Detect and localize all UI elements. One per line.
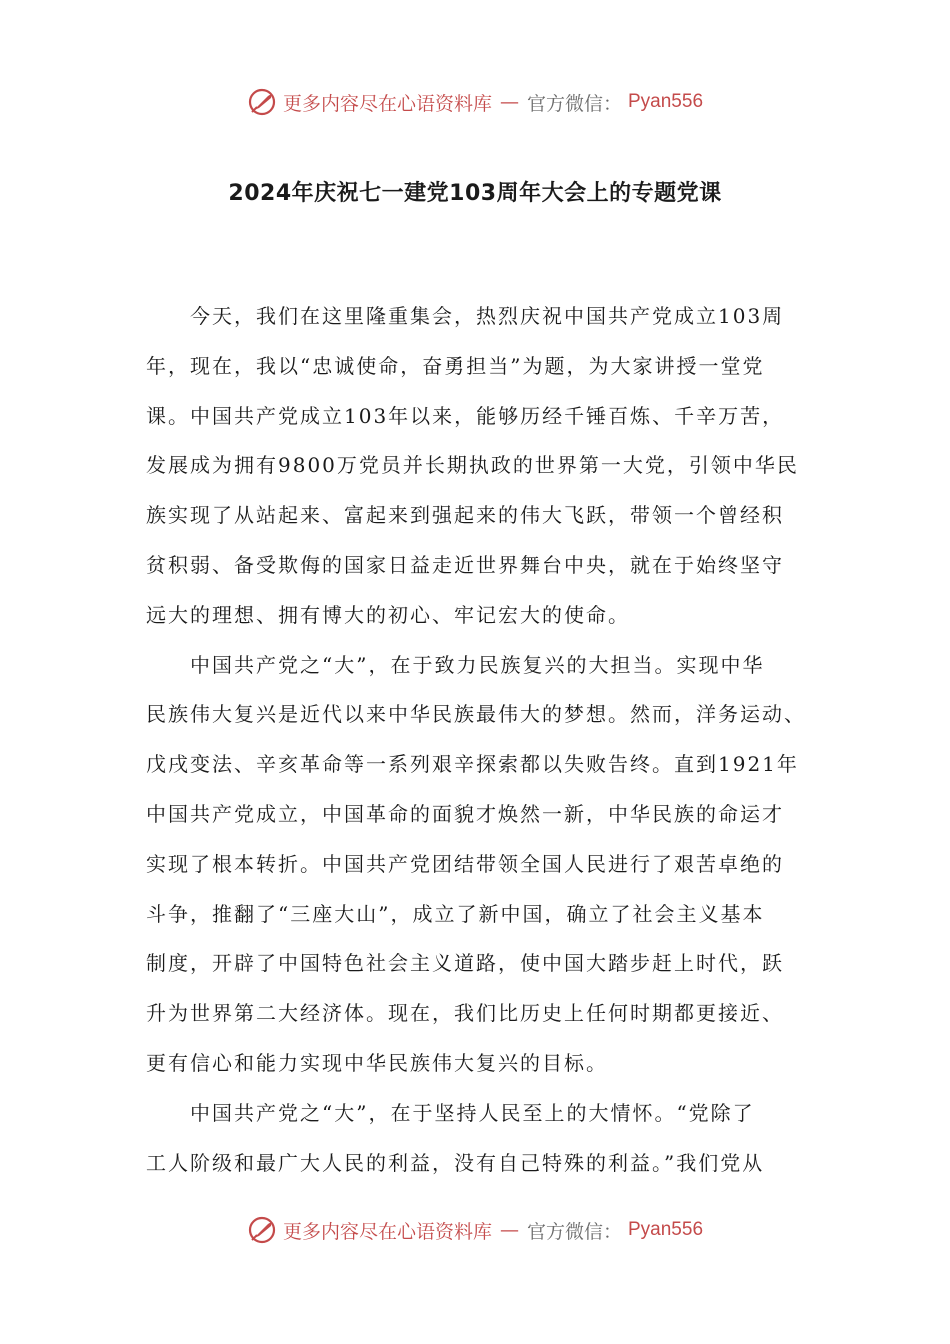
body-line: 贫积弱、备受欺侮的国家日益走近世界舞台中央，就在于始终坚守	[146, 552, 784, 577]
body-line: 中国共产党成立，中国革命的面貌才焕然一新，中华民族的命运才	[146, 801, 784, 826]
banner-official-label: 官方微信：	[526, 92, 622, 115]
body-line: 课。中国共产党成立103年以来，能够历经千锤百炼、千辛万苦，	[146, 403, 785, 428]
banner-wechat-id: Pyan556	[628, 91, 704, 112]
banner-separator: —	[499, 1219, 519, 1241]
body-line: 族实现了从站起来、富起来到强起来的伟大飞跃，带领一个曾经积	[146, 503, 784, 528]
body-line: 斗争，推翻了“三座大山”，成立了新中国，确立了社会主义基本	[146, 901, 765, 926]
banner-separator: —	[499, 91, 519, 113]
body-line: 升为世界第二大经济体。现在，我们比历史上任何时期都更接近、	[146, 1001, 784, 1026]
body-line: 更有信心和能力实现中华民族伟大复兴的目标。	[146, 1050, 608, 1075]
body-line: 工人阶级和最广大人民的利益，没有自己特殊的利益。”我们党从	[146, 1150, 765, 1175]
document-body	[146, 292, 826, 1188]
quill-logo-icon	[247, 1215, 277, 1245]
banner-official-label: 官方微信：	[526, 1220, 622, 1243]
quill-logo-icon	[247, 87, 277, 117]
body-line: 民族伟大复兴是近代以来中华民族最伟大的梦想。然而，洋务运动、	[146, 702, 806, 727]
body-line: 发展成为拥有9800万党员并长期执政的世界第一大党，引领中华民	[146, 453, 799, 478]
footer-watermark-banner	[0, 1210, 950, 1250]
body-line: 实现了根本转折。中国共产党团结带领全国人民进行了艰苦卓绝的	[146, 851, 784, 876]
body-line: 中国共产党之“大”，在于坚持人民至上的大情怀。“党除了	[190, 1100, 755, 1125]
banner-wechat-id: Pyan556	[628, 1219, 704, 1240]
header-watermark-banner	[0, 82, 950, 122]
body-line: 戊戌变法、辛亥革命等一系列艰辛探索都以失败告终。直到1921年	[146, 752, 799, 777]
banner-brand-text: 更多内容尽在心语资料库	[282, 1220, 492, 1243]
body-line: 制度，开辟了中国特色社会主义道路，使中国大踏步赶上时代，跃	[146, 951, 784, 976]
body-line: 年，现在，我以“忠诚使命，奋勇担当”为题，为大家讲授一堂党	[146, 353, 765, 378]
banner-brand-text: 更多内容尽在心语资料库	[282, 92, 492, 115]
body-line: 今天，我们在这里隆重集会，热烈庆祝中国共产党成立103周	[190, 304, 785, 328]
body-line: 中国共产党之“大”，在于致力民族复兴的大担当。实现中华	[190, 652, 765, 677]
body-line: 远大的理想、拥有博大的初心、牢记宏大的使命。	[146, 602, 630, 627]
document-title: 2024年庆祝七一建党103周年大会上的专题党课	[228, 181, 722, 206]
